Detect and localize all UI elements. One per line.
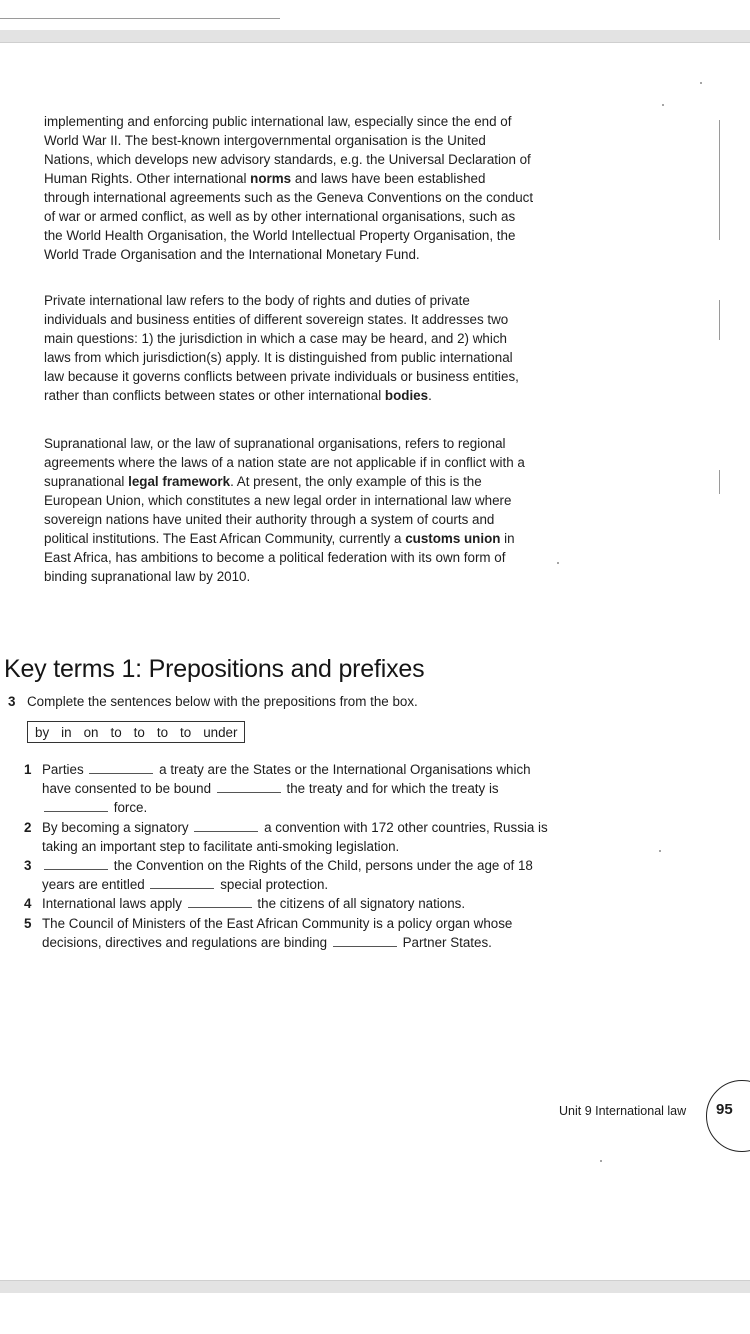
preposition-word-box: [27, 721, 245, 743]
viewer-top-bar: [0, 30, 750, 43]
exercise-item: 3 the Convention on the Rights of the Child, persons under the age of 18 years are entitled special protection.: [24, 856, 554, 894]
answer-blank[interactable]: [89, 761, 153, 774]
exercise-list: [24, 760, 554, 952]
answer-blank[interactable]: [188, 895, 252, 908]
box-word: in: [61, 724, 72, 740]
page-edge-line: [719, 120, 720, 240]
answer-blank[interactable]: [217, 780, 281, 793]
scan-speck: [659, 850, 661, 852]
exercise-item: 1 Parties a treaty are the States or the International Organisations which have consented to be bound the treaty and for which the treaty is force.: [24, 760, 554, 818]
box-word: under: [203, 724, 238, 740]
box-word: to: [180, 724, 192, 740]
item-number: 2: [24, 819, 32, 835]
box-word: by: [35, 724, 50, 740]
item-number: 3: [24, 858, 32, 874]
answer-blank[interactable]: [150, 876, 214, 889]
exercise-instruction: [8, 692, 418, 711]
box-word: to: [156, 724, 169, 740]
scan-top-line: [0, 18, 280, 19]
scan-speck: [700, 82, 702, 84]
viewer-bottom-bar: [0, 1280, 750, 1293]
exercise-item: 4 International laws apply the citizens of all signatory nations.: [24, 894, 554, 913]
box-word: to: [133, 724, 145, 740]
instruction-text: Complete the sentences below with the prepositions from the box.: [27, 694, 418, 709]
page-edge-line: [719, 470, 720, 494]
scan-speck: [662, 104, 664, 106]
box-word: on: [83, 724, 99, 740]
scan-speck: [600, 1160, 602, 1162]
answer-blank[interactable]: [44, 857, 108, 870]
paragraph-supranational-law: Supranational law, or the law of supranational organisations, refers to regional agreements where the laws of a nation state are not applicable if in conflict with a supranational legal framework. At present, the only example of this is the European Union, which constitutes a new legal order in international law where sovereign nations have united their authority through a system of courts and political institutions. The East African Community, currently a customs union in East Africa, has ambitions to become a political federation with its own form of binding supranational law by 2010.: [44, 436, 525, 584]
item-number: 5: [24, 915, 32, 931]
paragraph-private-law: Private international law refers to the body of rights and duties of private individuals and business entities of different sovereign states. It addresses two main questions: 1) the jurisdiction in which a case may be heard, and 2) which laws from which jurisdiction(s) apply. It is distinguished from public international law because it governs conflicts between private individuals or business entities, rather than conflicts between states or other international bodies.: [44, 293, 519, 403]
answer-blank[interactable]: [44, 799, 108, 812]
paragraph-public-law: implementing and enforcing public international law, especially since the end of World War II. The best-known intergovernmental organisation is the United Nations, which develops new advisory standards, e.g. the Universal Declaration of Human Rights. Other international norms and laws have been established through international agreements such as the Geneva Conventions on the conduct of war or armed conflict, as well as by other international organisations, such as the World Health Organisation, the World Intellectual Property Organisation, the World Trade Organisation and the International Monetary Fund.: [44, 114, 534, 262]
item-number: 4: [24, 896, 32, 912]
answer-blank[interactable]: [194, 819, 258, 832]
unit-label: Unit 9 International law: [559, 1104, 687, 1118]
exercise-item: 5 The Council of Ministers of the East African Community is a policy organ whose decisions, directives and regulations are binding Partner States.: [24, 914, 554, 952]
item-number: 1: [24, 762, 32, 777]
scan-speck: [557, 562, 559, 564]
page-number: 95: [716, 1101, 733, 1118]
box-word: to: [110, 724, 122, 740]
page-edge-line: [719, 300, 720, 340]
answer-blank[interactable]: [333, 934, 397, 947]
section-heading: Key terms 1: Prepositions and prefixes: [4, 655, 425, 683]
exercise-item: 2 By becoming a signatory a convention with 172 other countries, Russia is taking an important step to facilitate anti-smoking legislation.: [24, 818, 554, 856]
exercise-number: 3: [8, 694, 16, 709]
